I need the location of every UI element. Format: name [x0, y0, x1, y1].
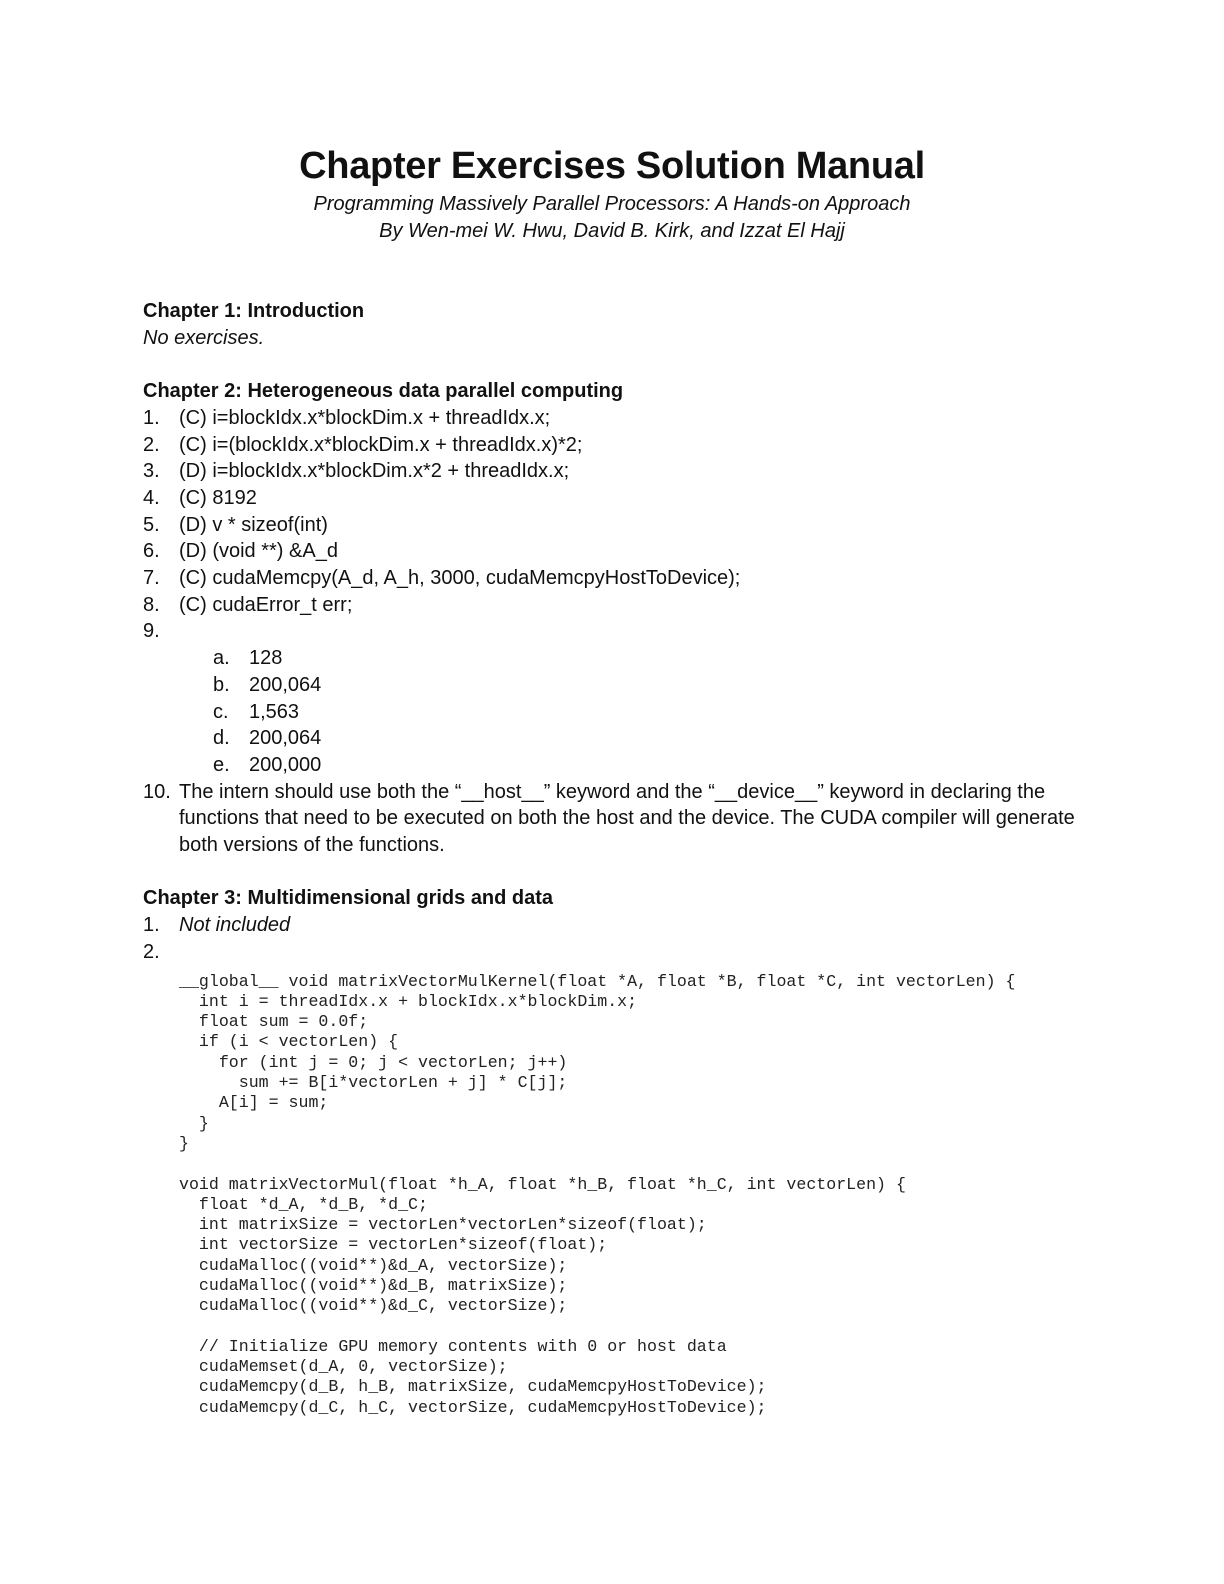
item-number: 3. [143, 460, 160, 483]
sub-value: 200,000 [249, 753, 322, 776]
item-text: (D) (void **) &A_d [179, 540, 338, 563]
item-text: (D) v * sizeof(int) [179, 513, 328, 536]
list-item [143, 592, 1083, 619]
chapter-1-note: No exercises. [143, 326, 265, 349]
list-item [143, 565, 1083, 592]
sub-letter: c. [213, 700, 229, 723]
list-item [143, 618, 1083, 645]
list-item [143, 779, 1083, 859]
sub-value: 1,563 [249, 700, 300, 723]
item-text: (C) i=(blockIdx.x*blockDim.x + threadIdx.x)*2; [179, 433, 583, 456]
sub-letter: b. [213, 673, 230, 696]
list-item [143, 538, 1083, 565]
item-text: (C) 8192 [179, 486, 257, 509]
chapter-2-heading: Chapter 2: Heterogeneous data parallel computing [143, 380, 624, 403]
sub-value: 200,064 [249, 673, 322, 696]
item-text [179, 939, 1083, 966]
sublist-item [213, 699, 1083, 726]
list-item [143, 512, 1083, 539]
sublist-item [213, 645, 1083, 672]
item-number: 2. [143, 940, 160, 963]
book-authors: By Wen-mei W. Hwu, David B. Kirk, and Izzat El Hajj [379, 220, 845, 242]
book-title: Programming Massively Parallel Processors: A Hands-on Approach [313, 193, 911, 215]
chapter-1-heading: Chapter 1: Introduction [143, 300, 365, 322]
chapter-2-answers [143, 405, 1083, 859]
code-block: __global__ void matrixVectorMulKernel(float *A, float *B, float *C, int vectorLen) { int i = threadIdx.x + blockIdx.x*blockDim.x; float sum = 0.0f; if (i < vectorLen) { for (int j = 0; j < vectorLen; j++) sum += B[i*vectorLen + j] * C[j]; A[i] = sum; } } void matrixVectorMul(float *h_A, float *h_B, float *h_C, int vectorLen) { float *d_A, *d_B, *d_C; int matrixSize = vectorLen*vectorLen*sizeof(float); int vectorSize = vectorLen*sizeof(float); cudaMalloc((void**)&d_A, vectorSize); cudaMalloc((void**)&d_B, matrixSize); cudaMalloc((void**)&d_C, vectorSize); // Initialize GPU memory contents with 0 or host data cudaMemset(d_A, 0, vectorSize); cudaMemcpy(d_B, h_B, matrixSize, cudaMemcpyHostToDevice); cudaMemcpy(d_C, h_C, vectorSize, cudaMemcpyHostToDevice); [179, 971, 1016, 1417]
item-number: 7. [143, 567, 160, 590]
sub-letter: d. [213, 727, 230, 750]
item-number: 9. [143, 620, 160, 643]
item-number: 10. [143, 780, 171, 803]
item-number: 5. [143, 513, 160, 536]
sublist-item [213, 672, 1083, 699]
sublist-item [213, 752, 1083, 779]
document-body [143, 298, 1083, 1418]
sub-letter: a. [213, 647, 230, 670]
chapter-3-heading: Chapter 3: Multidimensional grids and data [143, 887, 554, 910]
item-text: (C) i=blockIdx.x*blockDim.x + threadIdx.x; [179, 406, 551, 429]
item-number: 8. [143, 593, 160, 616]
list-item [143, 405, 1083, 432]
item-number: 1. [143, 914, 160, 937]
item-number: 4. [143, 486, 160, 509]
list-item [143, 939, 1083, 966]
item-number: 2. [143, 433, 160, 456]
item-number: 6. [143, 540, 160, 563]
sub-letter: e. [213, 753, 230, 776]
item-text [179, 618, 1083, 645]
chapter-3-answers [143, 912, 1083, 965]
sub-value: 200,064 [249, 727, 322, 750]
item-text: (C) cudaMemcpy(A_d, A_h, 3000, cudaMemcpyHostToDevice); [179, 567, 741, 590]
item-number: 1. [143, 406, 160, 429]
question-9-sublist [213, 645, 1083, 779]
list-item [143, 485, 1083, 512]
item-text: (D) i=blockIdx.x*blockDim.x*2 + threadIdx.x; [179, 460, 570, 483]
item-text: (C) cudaError_t err; [179, 593, 353, 616]
item-text: Not included [179, 914, 291, 937]
sublist-item [213, 725, 1083, 752]
list-item [143, 912, 1083, 939]
list-item [143, 432, 1083, 459]
page-title: Chapter Exercises Solution Manual [299, 145, 925, 187]
sub-value: 128 [249, 647, 283, 670]
item-text: The intern should use both the “__host__” keyword and the “__device__” keyword in declaring the functions that need to be executed on both the host and the device. The CUDA compiler will generate both versions of the functions. [179, 780, 1075, 857]
list-item [143, 458, 1083, 485]
